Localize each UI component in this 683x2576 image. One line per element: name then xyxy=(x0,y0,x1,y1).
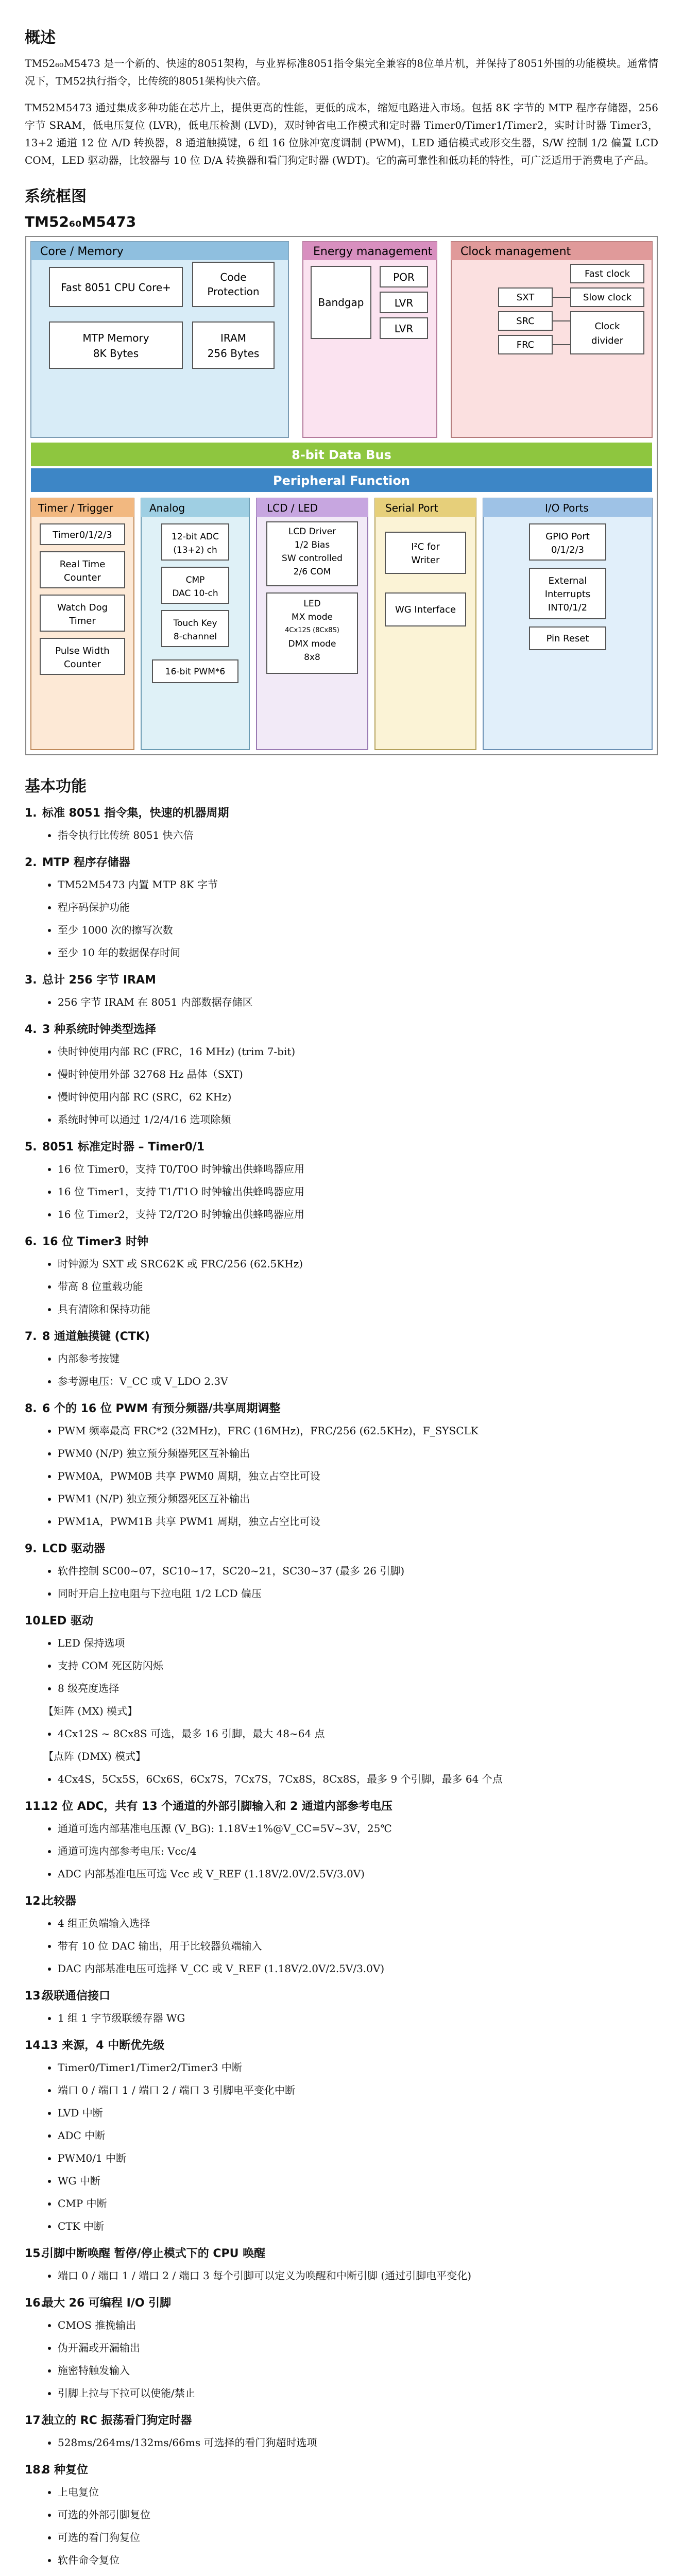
feature-number: 2. xyxy=(25,856,37,869)
feature-number: 16. xyxy=(25,2297,45,2310)
adc-label-1: 12-bit ADC xyxy=(172,532,219,542)
overview-heading: 概述 xyxy=(25,29,56,47)
feature-title-text: 独立的 RC 振荡看门狗定时器 xyxy=(42,2414,192,2427)
i2c-writer-label-2: Writer xyxy=(411,555,440,566)
feature-bullet: • 8 级亮度选择 xyxy=(58,1677,658,1700)
clock-divider-box xyxy=(571,312,644,354)
feature-bullet: • 带有 10 位 DAC 输出，用于比较器负端输入 xyxy=(58,1935,658,1957)
feature-item xyxy=(25,1797,658,1885)
feature-bullet: • 具有清除和保持功能 xyxy=(58,1298,658,1320)
timer-label: Timer / Trigger xyxy=(38,502,113,514)
block-diagram xyxy=(25,213,658,758)
feature-bullets xyxy=(25,991,658,1013)
watchdog-label-1: Watch Dog xyxy=(57,602,108,613)
block-diagram-heading: 系统框图 xyxy=(25,188,87,206)
feature-bullets xyxy=(25,1560,658,1605)
feature-item xyxy=(25,1327,658,1393)
feature-bullets xyxy=(25,1347,658,1393)
feature-bullet: • 端口 0 / 端口 1 / 端口 2 / 端口 3 每个引脚可以定义为唤醒和中断引脚 (通过引脚电平变化) xyxy=(58,2264,658,2287)
feature-title xyxy=(25,853,658,873)
feature-list xyxy=(25,803,658,2576)
adc-label-2: (13+2) ch xyxy=(173,545,217,555)
feature-title xyxy=(25,1797,658,1817)
feature-bullet: • 参考源电压：V_CC 或 V_LDO 2.3V xyxy=(58,1370,658,1393)
features-heading: 基本功能 xyxy=(25,777,87,795)
feature-title xyxy=(25,2293,658,2314)
led-mode-label-5: 8x8 xyxy=(304,652,320,663)
feature-item xyxy=(25,1399,658,1533)
sxt-label: SXT xyxy=(516,292,535,303)
bandgap-label: Bandgap xyxy=(318,296,364,309)
rtc-label-2: Counter xyxy=(64,572,101,583)
feature-number: 1. xyxy=(25,807,37,820)
feature-bullets xyxy=(25,1817,658,1885)
feature-bullets xyxy=(25,1419,658,1533)
feature-number: 5. xyxy=(25,1141,37,1154)
feature-number: 4. xyxy=(25,1023,37,1036)
led-mode-label-1: LED xyxy=(303,599,321,609)
feature-title xyxy=(25,2411,658,2431)
feature-bullet: • 慢时钟使用内部 RC (SRC，62 KHz) xyxy=(58,1086,658,1108)
clock-divider-label-1: Clock xyxy=(594,321,620,332)
feature-item xyxy=(25,1020,658,1131)
lvd-label: LVR xyxy=(394,323,414,335)
feature-item xyxy=(25,1611,658,1790)
feature-bullet: • PWM 频率最高 FRC*2 (32MHz)，FRC (16MHz)，FRC/256 (62.5KHz)，F_SYSCLK xyxy=(58,1419,658,1442)
feature-title-text: 3 种系统时钟类型选择 xyxy=(42,1023,156,1036)
feature-item xyxy=(25,853,658,964)
feature-item xyxy=(25,803,658,846)
code-protection-label-2: Protection xyxy=(207,285,260,298)
feature-bullet: • 至少 10 年的数据保存时间 xyxy=(58,941,658,964)
feature-bullet: • 支持 COM 死区防闪烁 xyxy=(58,1654,658,1677)
feature-bullet xyxy=(58,2571,658,2576)
iram-box xyxy=(193,322,274,368)
feature-bullets xyxy=(25,2431,658,2454)
fast-clock-label: Fast clock xyxy=(584,268,630,279)
pwm-label: 16-bit PWM*6 xyxy=(165,667,226,677)
feature-bullet: • 软件控制 SC00~07，SC10~17，SC20~21，SC30~37 (最多 26 引脚) xyxy=(58,1560,658,1582)
feature-bullet: • CMP 中断 xyxy=(58,2192,658,2215)
lcd-driver-label-3: SW controlled xyxy=(282,553,343,564)
feature-title-text: 16 位 Timer3 时钟 xyxy=(42,1235,149,1248)
data-bus-label: 8-bit Data Bus xyxy=(292,448,391,462)
code-protection-box xyxy=(193,262,274,307)
feature-title-text: 6 个的 16 位 PWM 有预分频器/共享周期调整 xyxy=(42,1402,281,1415)
feature-title xyxy=(25,803,658,824)
feature-number: 10. xyxy=(25,1615,45,1628)
feature-item xyxy=(25,2036,658,2238)
feature-bullets xyxy=(25,1252,658,1320)
peripheral-bus-label: Peripheral Function xyxy=(273,473,410,488)
feature-bullet: • 528ms/264ms/132ms/66ms 可选择的看门狗超时选项 xyxy=(58,2431,658,2454)
ext-interrupt-label-2: Interrupts xyxy=(544,589,591,600)
feature-title-text: 8 种复位 xyxy=(42,2464,88,2477)
feature-number: 8. xyxy=(25,1402,37,1415)
lcd-driver-label-1: LCD Driver xyxy=(288,527,336,537)
led-mode-bullet: • 4Cx4S，5Cx5S，6Cx6S，6Cx7S，7Cx7S，7Cx8S，8Cx8S，最多 9 个引脚，最多 64 个点 xyxy=(58,1768,658,1790)
feature-bullet: • PWM0/1 中断 xyxy=(58,2147,658,2170)
feature-title xyxy=(25,970,658,991)
feature-title xyxy=(25,1327,658,1347)
pulse-width-label-1: Pulse Width xyxy=(55,646,110,656)
feature-bullets xyxy=(25,2481,658,2576)
feature-bullets xyxy=(25,1912,658,1980)
feature-bullet: • 指令执行比传统 8051 快六倍 xyxy=(58,824,658,846)
lcd-driver-label-2: 1/2 Bias xyxy=(294,540,330,550)
feature-number: 13. xyxy=(25,1990,45,2003)
feature-title xyxy=(25,2036,658,2056)
feature-number: 3. xyxy=(25,974,37,987)
analog-label: Analog xyxy=(149,502,185,514)
feature-bullet: • CMOS 推挽输出 xyxy=(58,2314,658,2336)
feature-bullet: • LED 保持选项 xyxy=(58,1632,658,1654)
touch-key-label-2: 8-channel xyxy=(173,632,217,642)
feature-number: 12. xyxy=(25,1895,45,1908)
feature-title-text: 12 位 ADC，共有 13 个通道的外部引脚输入和 2 通道内部参考电压 xyxy=(42,1800,392,1813)
feature-title-text: 8 通道触摸键 (CTK) xyxy=(42,1330,150,1343)
feature-item xyxy=(25,1539,658,1605)
feature-title-text: LED 驱动 xyxy=(42,1615,93,1628)
feature-bullets xyxy=(25,824,658,846)
feature-bullet: • 16 位 Timer1，支持 T1/T1O 时钟输出供蜂鸣器应用 xyxy=(58,1180,658,1203)
serial-label: Serial Port xyxy=(385,502,438,514)
feature-title xyxy=(25,2460,658,2481)
feature-bullet: • 引脚上拉与下拉可以使能/禁止 xyxy=(58,2382,658,2404)
por-label: POR xyxy=(393,271,415,283)
feature-bullets xyxy=(25,2264,658,2287)
feature-title-text: 标准 8051 指令集，快速的机器周期 xyxy=(42,807,229,820)
feature-item xyxy=(25,2244,658,2287)
feature-bullet: • 施密特触发输入 xyxy=(58,2359,658,2382)
feature-title xyxy=(25,1986,658,2007)
feature-bullet: • PWM0 (N/P) 独立预分频器死区互补输出 xyxy=(58,1442,658,1465)
feature-bullet: • 快时钟使用内部 RC (FRC，16 MHz) (trim 7-bit) xyxy=(58,1040,658,1063)
feature-title xyxy=(25,1539,658,1560)
feature-title xyxy=(25,1891,658,1912)
feature-bullet: • 通道可选内部参考电压: Vcc/4 xyxy=(58,1840,658,1862)
overview-paragraph-2: TM52M5473 通过集成多种功能在芯片上，提供更高的性能，更低的成本，缩短电路进入市场。包括 8K 字节的 MTP 程序存储器，256 字节 SRAM，低电压复位 (LVR)，低电压检测 (LVD)，双时钟省电工作模式和定时器 Timer0/Timer1/Timer2，实时计时器 Timer3，13+2 通道 12 位 A/D 转换器，8 通道触摸键，6 组 16 位脉冲宽度调制 (PWM)，LED 通信模式或形交生器，S/W 控制 1/2 偏置 LCD COM，LED 驱动器，比较器与 10 位 D/A 转换器和看门狗定时器 (WDT)。它的高可靠性和低功耗的特性，可广泛适用于消费电子产品。 xyxy=(25,101,658,166)
overview-paragraph-1: TM52₆₀M5473 是一个新的、快速的8051架构，与业界标准8051指令集完全兼容的8位单片机，并保持了8051外围的功能模块。通常情况下，TM52执行指令，比传统的8051架构快六倍。 xyxy=(25,57,658,87)
feature-bullet: • LVD 中断 xyxy=(58,2102,658,2124)
feature-bullet: • 至少 1000 次的擦写次数 xyxy=(58,919,658,941)
feature-item xyxy=(25,1891,658,1980)
i2c-writer-box xyxy=(385,532,466,573)
feature-number: 18. xyxy=(25,2464,45,2477)
clock-divider-label-2: divider xyxy=(591,335,623,346)
timer0-3-label: Timer0/1/2/3 xyxy=(53,530,112,540)
feature-title-text: 级联通信接口 xyxy=(42,1990,111,2003)
watchdog-label-2: Timer xyxy=(69,616,96,626)
feature-number: 6. xyxy=(25,1235,37,1248)
led-mode-label: 【点阵 (DMX) 模式】 xyxy=(43,1750,146,1762)
feature-number: 11. xyxy=(25,1800,45,1813)
feature-number: 15. xyxy=(25,2247,45,2260)
feature-item xyxy=(25,2293,658,2404)
feature-number: 7. xyxy=(25,1330,37,1343)
feature-title xyxy=(25,1399,658,1419)
feature-item xyxy=(25,1986,658,2029)
feature-bullet: • PWM1A，PWM1B 共享 PWM1 周期，独立占空比可设 xyxy=(58,1510,658,1533)
feature-bullet: • WG 中断 xyxy=(58,2170,658,2192)
feature-bullet: • 程序码保护功能 xyxy=(58,896,658,919)
feature-bullet: • 可选的看门狗复位 xyxy=(58,2526,658,2549)
gpio-label-2: 0/1/2/3 xyxy=(551,545,585,555)
feature-bullet: • 可选的外部引脚复位 xyxy=(58,2503,658,2526)
feature-title-text: 最大 26 可编程 I/O 引脚 xyxy=(42,2297,172,2310)
feature-title-text: MTP 程序存储器 xyxy=(42,856,130,869)
clock-label: Clock management xyxy=(460,245,571,258)
energy-label: Energy management xyxy=(313,245,433,258)
feature-item xyxy=(25,1232,658,1320)
led-mode-bullet: • 4Cx12S ~ 8Cx8S 可选，最多 16 引脚，最大 48~64 点 xyxy=(58,1722,658,1745)
feature-bullet: • 时钟源为 SXT 或 SRC62K 或 FRC/256 (62.5KHz) xyxy=(58,1252,658,1275)
rtc-label-1: Real Time xyxy=(59,559,106,570)
gpio-label-1: GPIO Port xyxy=(545,531,590,542)
i2c-writer-label-1: I²C for xyxy=(411,541,440,552)
feature-title xyxy=(25,1232,658,1252)
feature-item xyxy=(25,970,658,1013)
feature-bullet: • 256 字节 IRAM 在 8051 内部数据存储区 xyxy=(58,991,658,1013)
diagram-chip-title: TM52₆₀M5473 xyxy=(25,213,136,230)
feature-bullet: • PWM1 (N/P) 独立预分频器死区互补输出 xyxy=(58,1487,658,1510)
io-label: I/O Ports xyxy=(545,502,589,514)
frc-label: FRC xyxy=(516,340,535,350)
feature-number: 17. xyxy=(25,2414,45,2427)
feature-title xyxy=(25,2244,658,2264)
feature-bullet: • 16 位 Timer2，支持 T2/T2O 时钟输出供蜂鸣器应用 xyxy=(58,1203,658,1226)
led-mode-label-4: DMX mode xyxy=(288,639,336,649)
src-label: SRC xyxy=(516,316,535,327)
feature-bullet: • 16 位 Timer0，支持 T0/T0O 时钟输出供蜂鸣器应用 xyxy=(58,1158,658,1180)
feature-bullet: • 同时开启上拉电阻与下拉电阻 1/2 LCD 偏压 xyxy=(58,1582,658,1605)
feature-item xyxy=(25,1137,658,1226)
led-mode-bullets xyxy=(25,1722,658,1745)
feature-title-text: 比较器 xyxy=(42,1895,77,1908)
feature-bullets xyxy=(25,873,658,964)
cpu-core-label: Fast 8051 CPU Core+ xyxy=(61,281,171,294)
feature-title-text: 引脚中断唤醒 暂停/停止模式下的 CPU 唤醒 xyxy=(42,2247,266,2260)
feature-number: 14. xyxy=(25,2039,45,2052)
iram-label-1: IRAM xyxy=(220,332,246,344)
feature-title-text: LCD 驱动器 xyxy=(42,1543,106,1555)
led-mode-bullets xyxy=(25,1768,658,1790)
feature-bullet: • 端口 0 / 端口 1 / 端口 2 / 端口 3 引脚电平变化中断 xyxy=(58,2079,658,2102)
feature-bullet: • ADC 内部基准电压可选 Vcc 或 V_REF (1.18V/2.0V/2.5V/3.0V) xyxy=(58,1862,658,1885)
feature-bullet: • 上电复位 xyxy=(58,2481,658,2503)
feature-title xyxy=(25,1611,658,1632)
code-protection-label-1: Code xyxy=(220,271,247,283)
ext-interrupt-label-1: External xyxy=(548,575,587,586)
feature-bullets xyxy=(25,1040,658,1131)
feature-bullets xyxy=(25,1158,658,1226)
mtp-memory-box xyxy=(49,322,182,368)
feature-bullet: • TM52M5473 内置 MTP 8K 字节 xyxy=(58,873,658,896)
feature-bullet: • Timer0/Timer1/Timer2/Timer3 中断 xyxy=(58,2056,658,2079)
led-mode-label-3: 4Cx12S (8Cx8S) xyxy=(285,626,339,634)
lvr-label: LVR xyxy=(394,297,414,309)
feature-bullet: • 4 组正负端输入选择 xyxy=(58,1912,658,1935)
feature-title-text: 8051 标准定时器 – Timer0/1 xyxy=(42,1141,205,1154)
mtp-memory-label-1: MTP Memory xyxy=(82,332,149,344)
feature-bullet: • DAC 内部基准电压可选择 V_CC 或 V_REF (1.18V/2.0V/2.5V/3.0V) xyxy=(58,1957,658,1980)
feature-title-text: 总计 256 字节 IRAM xyxy=(42,974,156,987)
feature-item xyxy=(25,2460,658,2576)
touch-key-label-1: Touch Key xyxy=(173,618,217,629)
feature-bullet: • 通道可选内部基准电压源 (V_BG): 1.18V±1%@V_CC=5V~3V，25℃ xyxy=(58,1817,658,1840)
feature-bullets xyxy=(25,2056,658,2238)
ext-interrupt-label-3: INT0/1/2 xyxy=(548,602,588,613)
lcd-led-label: LCD / LED xyxy=(267,502,318,514)
feature-bullet: • 内部参考按键 xyxy=(58,1347,658,1370)
pulse-width-label-2: Counter xyxy=(64,659,101,670)
slow-clock-label: Slow clock xyxy=(583,292,632,303)
feature-title xyxy=(25,1020,658,1040)
feature-bullet: • 软件命令复位 xyxy=(58,2549,658,2571)
feature-number: 9. xyxy=(25,1543,37,1555)
feature-title-text: 13 来源，4 中断优先级 xyxy=(42,2039,165,2052)
feature-bullet: • CTK 中断 xyxy=(58,2215,658,2238)
led-mode-label-2: MX mode xyxy=(292,612,333,622)
feature-bullet: • 1 组 1 字节级联缓存器 WG xyxy=(58,2007,658,2029)
block-diagram-svg xyxy=(25,235,658,756)
pin-reset-label: Pin Reset xyxy=(546,633,589,644)
wg-interface-label: WG Interface xyxy=(395,604,456,615)
feature-bullet: • 慢时钟使用外部 32768 Hz 晶体（SXT) xyxy=(58,1063,658,1086)
feature-title xyxy=(25,1137,658,1158)
mtp-memory-label-2: 8K Bytes xyxy=(93,347,139,360)
cmp-label-2: DAC 10-ch xyxy=(172,588,218,599)
feature-bullet: • ADC 中断 xyxy=(58,2124,658,2147)
iram-label-2: 256 Bytes xyxy=(207,347,260,360)
feature-bullet: • 带高 8 位重载功能 xyxy=(58,1275,658,1298)
core-memory-label: Core / Memory xyxy=(40,245,124,258)
feature-bullet: • PWM0A，PWM0B 共享 PWM0 周期，独立占空比可设 xyxy=(58,1465,658,1487)
feature-bullets xyxy=(25,2007,658,2029)
feature-bullets xyxy=(25,2314,658,2404)
cmp-label-1: CMP xyxy=(185,575,205,585)
led-mode-label: 【矩阵 (MX) 模式】 xyxy=(43,1705,138,1717)
feature-bullet: • 伪开漏或开漏输出 xyxy=(58,2336,658,2359)
lcd-driver-label-4: 2/6 COM xyxy=(293,567,331,577)
feature-item xyxy=(25,2411,658,2454)
feature-bullets xyxy=(25,1632,658,1700)
feature-bullet: • 系统时钟可以通过 1/2/4/16 选项除频 xyxy=(58,1108,658,1131)
